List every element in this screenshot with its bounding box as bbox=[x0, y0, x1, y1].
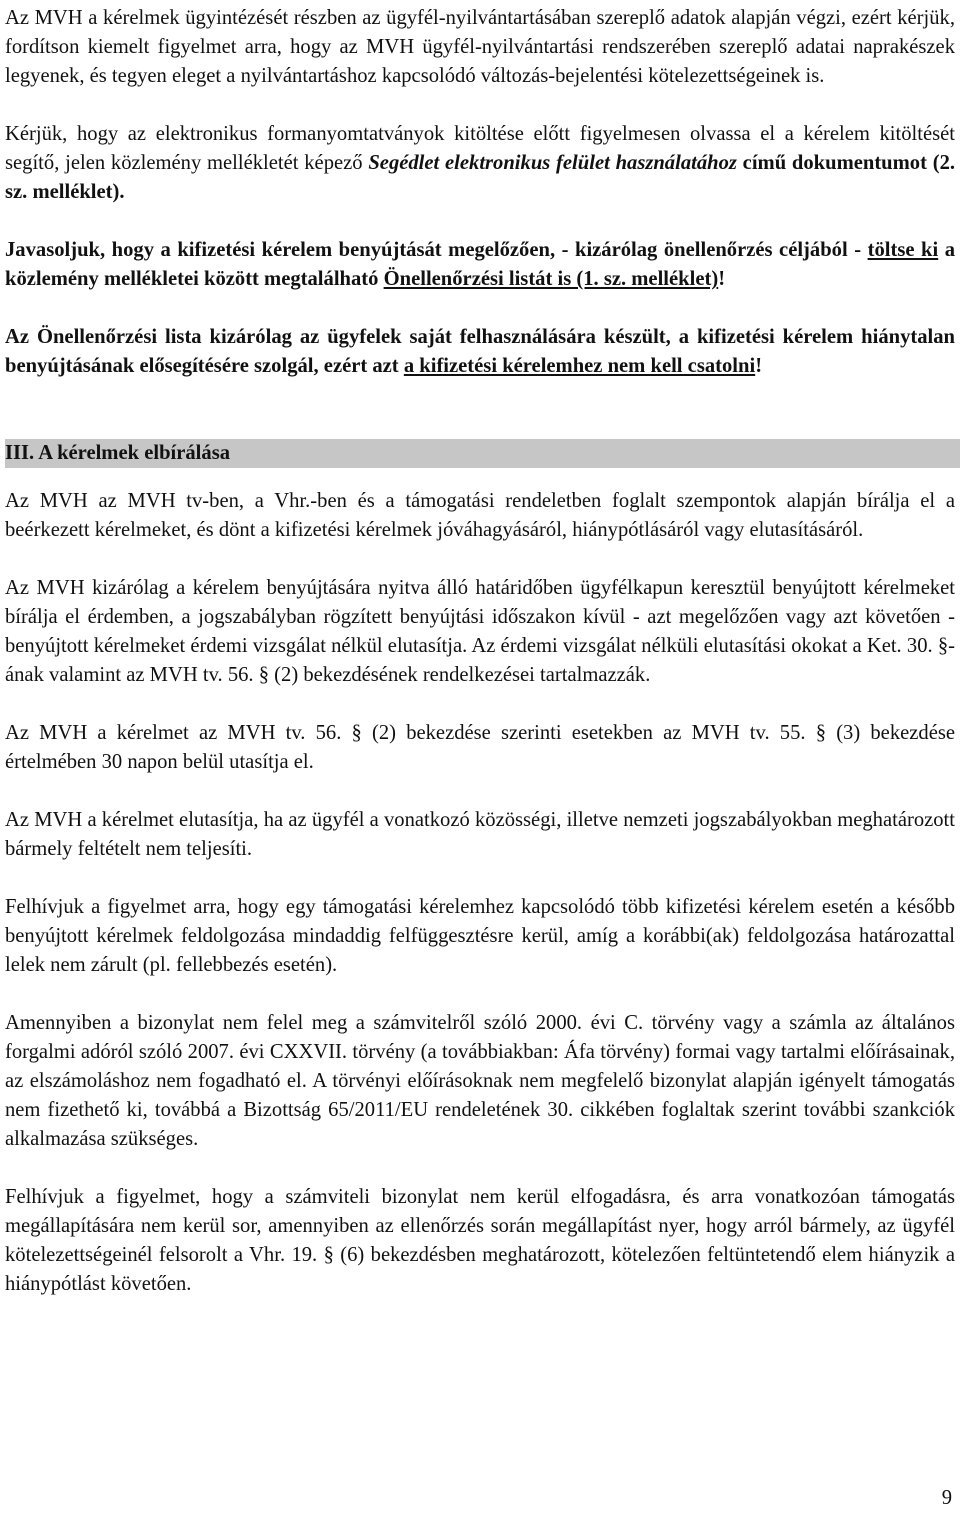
javaslat-text-2: a közlemény mellékletei között megtalálható bbox=[5, 239, 956, 290]
javaslat-underline-1: töltse ki bbox=[867, 239, 939, 261]
document-page bbox=[5, 4, 955, 1299]
javaslat-text-3: ! bbox=[718, 268, 726, 290]
lista-text-2: ! bbox=[755, 355, 763, 377]
lista-text-1: Az Önellenőrzési lista kizárólag az ügyfelek saját felhasználására készült, a kifizetési kérelem hiánytalan benyújtásának elősegítésére szolgál, ezért azt bbox=[5, 326, 955, 377]
paragraph-ugyfel-nyilvantartas: Az MVH a kérelmek ügyintézését részben az ügyfél-nyilvántartásában szereplő adatok alapján végzi, ezért kérjük, fordítson kiemelt figyelmet arra, hogy az MVH ügyfél-nyilvántartási rendszerében szereplő adatai naprakészek legyenek, és tegyen eleget a nyilvántartáshoz kapcsolódó változás-bejelentési kötelezettségeinek is. bbox=[5, 7, 955, 87]
javaslat-underline-2: Önellenőrzési listát is (1. sz. melléklet) bbox=[383, 268, 719, 290]
paragraph-elutasitas-30-nap: Az MVH a kérelmet az MVH tv. 56. § (2) bekezdése szerinti esetekben az MVH tv. 55. § (3) bekezdése értelmében 30 napon belül utasítja el. bbox=[5, 722, 955, 773]
paragraph-elbiralas: Az MVH az MVH tv-ben, a Vhr.-ben és a támogatási rendeletben foglalt szempontok alapján bírálja el a beérkezett kérelmeket, és dönt a kifizetési kérelmek jóváhagyásáról, hiánypótlásáról vagy elutasításáról. bbox=[5, 490, 955, 541]
segedlet-title: Segédlet elektronikus felület használatához bbox=[368, 152, 737, 174]
javaslat-text-1: Javasoljuk, hogy a kifizetési kérelem benyújtását megelőzően, - kizárólag önellenőrzés céljából - bbox=[5, 239, 868, 261]
segedlet-reference: című dokumentumot (2. sz. melléklet). bbox=[5, 152, 956, 203]
lista-underline: a kifizetési kérelemhez nem kell csatolni bbox=[403, 355, 756, 377]
paragraph-segedlet bbox=[5, 120, 955, 207]
paragraph-felfuggesztes: Felhívjuk a figyelmet arra, hogy egy támogatási kérelemhez kapcsolódó több kifizetési kérelem esetén a később benyújtott kérelmek feldolgozása mindaddig felfüggesztésre kerül, amíg a korábbi(ak) feldolgozása határozattal lelek nem zárult (pl. fellebbezés esetén). bbox=[5, 896, 955, 976]
segedlet-text: Kérjük, hogy az elektronikus formanyomtatványok kitöltése előtt figyelmesen olvassa el a kérelem kitöltését segítő, jelen közlemény mellékletét képező bbox=[5, 123, 955, 174]
paragraph-hatarido: Az MVH kizárólag a kérelem benyújtására nyitva álló határidőben ügyfélkapun keresztül benyújtott kérelmeket bírálja el érdemben, a jogszabályban rögzített benyújtási időszakon kívül - azt megelőzően vagy azt követően - benyújtott kérelmeket érdemi vizsgálat nélkül elutasítja. Az érdemi vizsgálat nélküli elutasítási okokat a Ket. 30. §-ának valamint az MVH tv. 56. § (2) bekezdésének rendelkezései tartalmazzák. bbox=[5, 577, 955, 686]
paragraph-bizonylat: Amennyiben a bizonylat nem felel meg a számvitelről szóló 2000. évi C. törvény vagy a számla az általános forgalmi adóról szóló 2007. évi CXXVII. törvény (a továbbiakban: Áfa törvény) formai vagy tartalmi előírásainak, az elszámoláshoz nem fogadható el. A törvényi előírásoknak nem megfelelő bizonylat alapján igényelt támogatás nem fizethető ki, továbbá a Bizottság 65/2011/EU rendeletének 30. cikkében foglaltak szerint további szankciók alkalmazása szükséges. bbox=[5, 1012, 955, 1150]
page-number: 9 bbox=[941, 1487, 952, 1509]
paragraph-onellenorzes-javaslat bbox=[5, 236, 955, 294]
paragraph-szamviteli-bizonylat: Felhívjuk a figyelmet, hogy a számviteli bizonylat nem kerül elfogadásra, és arra vonatkozóan támogatás megállapítására nem kerül sor, amennyiben az ellenőrzés során megállapítást nyer, hogy arról bármely, az ügyfél kötelezettségeinél felsorolt a Vhr. 19. § (6) bekezdésben meghatározott, kötelezően feltüntetendő elem hiányzik a hiánypótlást követően. bbox=[5, 1186, 955, 1295]
section-heading: III. A kérelmek elbírálása bbox=[5, 439, 960, 468]
paragraph-onellenorzes-lista bbox=[5, 323, 955, 381]
paragraph-elutasitas-feltetel: Az MVH a kérelmet elutasítja, ha az ügyfél a vonatkozó közösségi, illetve nemzeti jogszabályokban meghatározott bármely feltételt nem teljesíti. bbox=[5, 809, 955, 860]
